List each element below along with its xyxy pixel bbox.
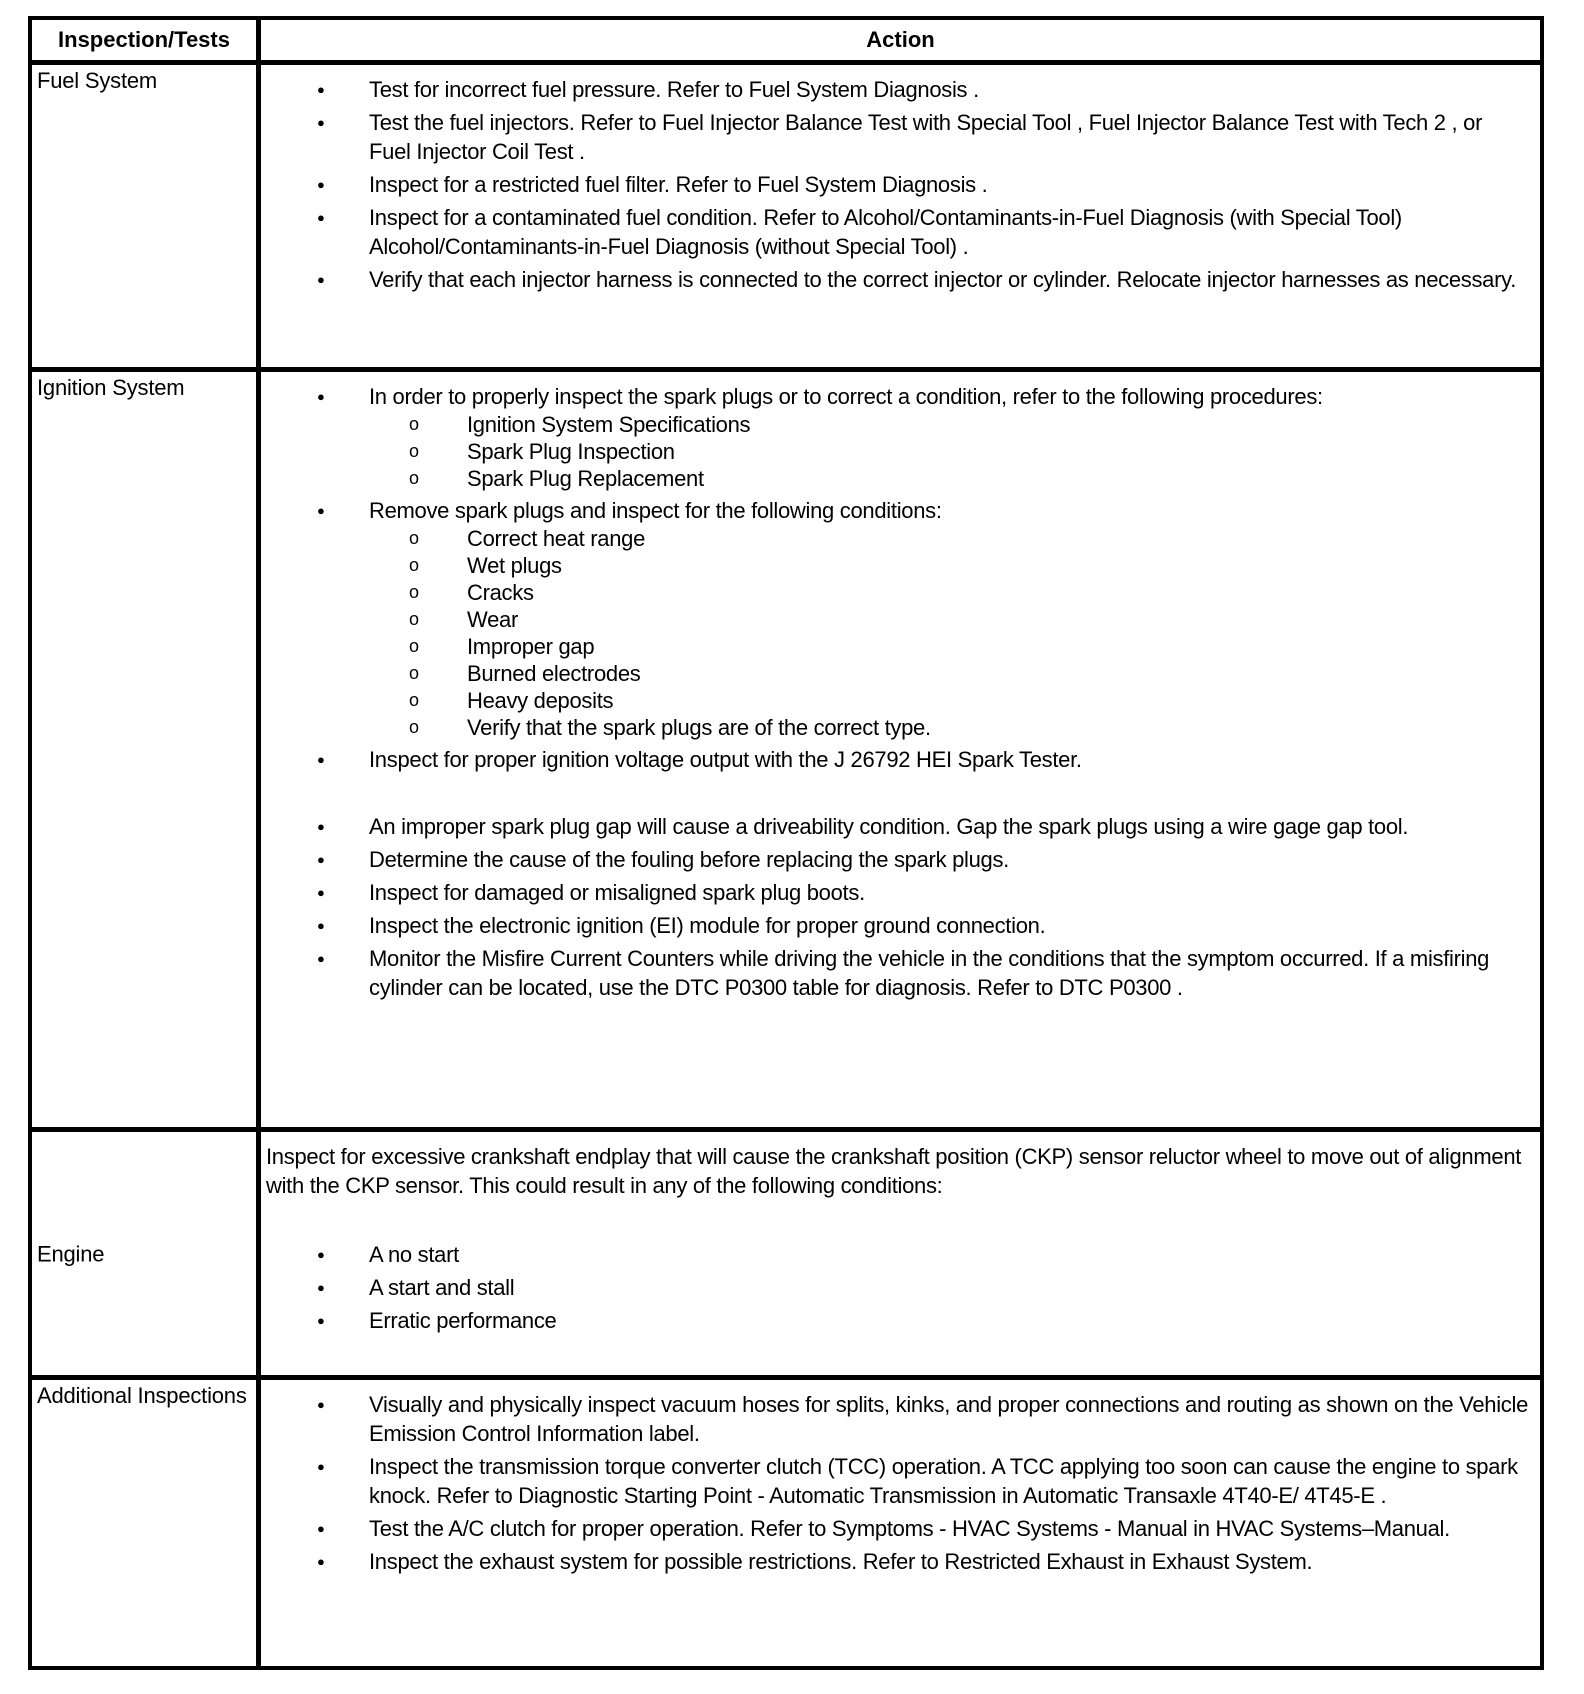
list-item: ● Monitor the Misfire Current Counters while driving the vehicle in the conditions that the symptom occurred. If a misfiring cylinder can be located, use the DTC P0300 table for diagnosis. Refer to DTC P0300 . — [261, 944, 1540, 1002]
list-item: ● Test the A/C clutch for proper operation. Refer to Symptoms - HVAC Systems - Manual in HVAC Systems–Manual. — [261, 1514, 1540, 1543]
list-item: ● A no start — [261, 1240, 1540, 1269]
header-inspection-tests: Inspection/Tests — [32, 20, 261, 60]
list-item: ● Test the fuel injectors. Refer to Fuel Injector Balance Test with Special Tool , Fuel Injector Balance Test with Tech 2 , or Fuel Injector Coil Test . — [261, 108, 1540, 166]
list-item: ● Erratic performance — [261, 1306, 1540, 1335]
sublist-item: o Spark Plug Inspection — [261, 438, 1528, 465]
list-item: ● Inspect for proper ignition voltage output with the J 26792 HEI Spark Tester. — [261, 745, 1540, 774]
sublist-item: o Ignition System Specifications — [261, 411, 1528, 438]
row-label-additional-inspections: Additional Inspections — [32, 1380, 261, 1666]
list-item: ● Inspect for a contaminated fuel condition. Refer to Alcohol/Contaminants-in-Fuel Diagnosis (with Special Tool) Alcohol/Contaminants-in-Fuel Diagnosis (without Special Tool) . — [261, 203, 1540, 261]
list-item-text: Remove spark plugs and inspect for the following conditions: — [369, 498, 942, 523]
action-cell-additional-inspections — [261, 1380, 1540, 1666]
header-action: Action — [866, 27, 935, 52]
sublist-item: o Verify that the spark plugs are of the correct type. — [261, 714, 1528, 741]
engine-conditions-list — [261, 1240, 1540, 1335]
row-label-engine: Engine — [37, 1241, 105, 1266]
list-item: ● An improper spark plug gap will cause a driveability condition. Gap the spark plugs using a wire gage gap tool. — [261, 812, 1540, 841]
procedure-sublist — [369, 411, 1528, 492]
list-item: ● Verify that each injector harness is connected to the correct injector or cylinder. Relocate injector harnesses as necessary. — [261, 265, 1540, 294]
conditions-sublist — [369, 525, 1528, 741]
sublist-item: o Correct heat range — [261, 525, 1528, 552]
header-row — [32, 20, 1540, 60]
list-item: ● Determine the cause of the fouling before replacing the spark plugs. — [261, 845, 1540, 874]
table-row-fuel-system — [32, 60, 1540, 367]
row-label-ignition-system: Ignition System — [32, 372, 261, 1127]
list-item — [261, 382, 1540, 492]
sublist-item: o Spark Plug Replacement — [261, 465, 1528, 492]
list-item: ● Inspect the exhaust system for possible restrictions. Refer to Restricted Exhaust in Exhaust System. — [261, 1547, 1540, 1576]
sublist-item: o Burned electrodes — [261, 660, 1528, 687]
list-item: ● Inspect for a restricted fuel filter. Refer to Fuel System Diagnosis . — [261, 170, 1540, 199]
list-item: ● Inspect for damaged or misaligned spark plug boots. — [261, 878, 1540, 907]
list-item — [261, 496, 1540, 741]
list-item-text: In order to properly inspect the spark plugs or to correct a condition, refer to the following procedures: — [369, 384, 1323, 409]
list-item: ● Inspect the electronic ignition (EI) module for proper ground connection. — [261, 911, 1540, 940]
sublist-item: o Wear — [261, 606, 1528, 633]
list-item: ● A start and stall — [261, 1273, 1540, 1302]
engine-paragraph: Inspect for excessive crankshaft endplay that will cause the crankshaft position (CKP) sensor reluctor wheel to move out of alignment with the CKP sensor. This could result in any of the following conditions: — [266, 1144, 1522, 1198]
row-label-cell-engine — [32, 1132, 261, 1375]
diagnostic-table — [28, 16, 1544, 1670]
table-row-engine — [32, 1127, 1540, 1375]
list-item: ● Visually and physically inspect vacuum hoses for splits, kinks, and proper connections and routing as shown on the Vehicle Emission Control Information label. — [261, 1390, 1540, 1448]
sublist-item: o Wet plugs — [261, 552, 1528, 579]
ignition-system-list — [261, 382, 1540, 1002]
fuel-system-list — [261, 75, 1540, 294]
list-item: ● Test for incorrect fuel pressure. Refer to Fuel System Diagnosis . — [261, 75, 1540, 104]
sublist-item: o Heavy deposits — [261, 687, 1528, 714]
action-cell-engine — [261, 1132, 1540, 1375]
row-label-fuel-system: Fuel System — [32, 65, 261, 367]
sublist-item: o Improper gap — [261, 633, 1528, 660]
sublist-item: o Cracks — [261, 579, 1528, 606]
additional-inspections-list — [261, 1390, 1540, 1576]
action-cell-ignition-system — [261, 372, 1540, 1127]
table-row-ignition-system — [32, 367, 1540, 1127]
list-item: ● Inspect the transmission torque converter clutch (TCC) operation. A TCC applying too soon can cause the engine to spark knock. Refer to Diagnostic Starting Point - Automatic Transmission in Automatic Transaxle 4T40-E/ 4T45-E . — [261, 1452, 1540, 1510]
action-cell-fuel-system — [261, 65, 1540, 367]
table-row-additional-inspections — [32, 1375, 1540, 1666]
